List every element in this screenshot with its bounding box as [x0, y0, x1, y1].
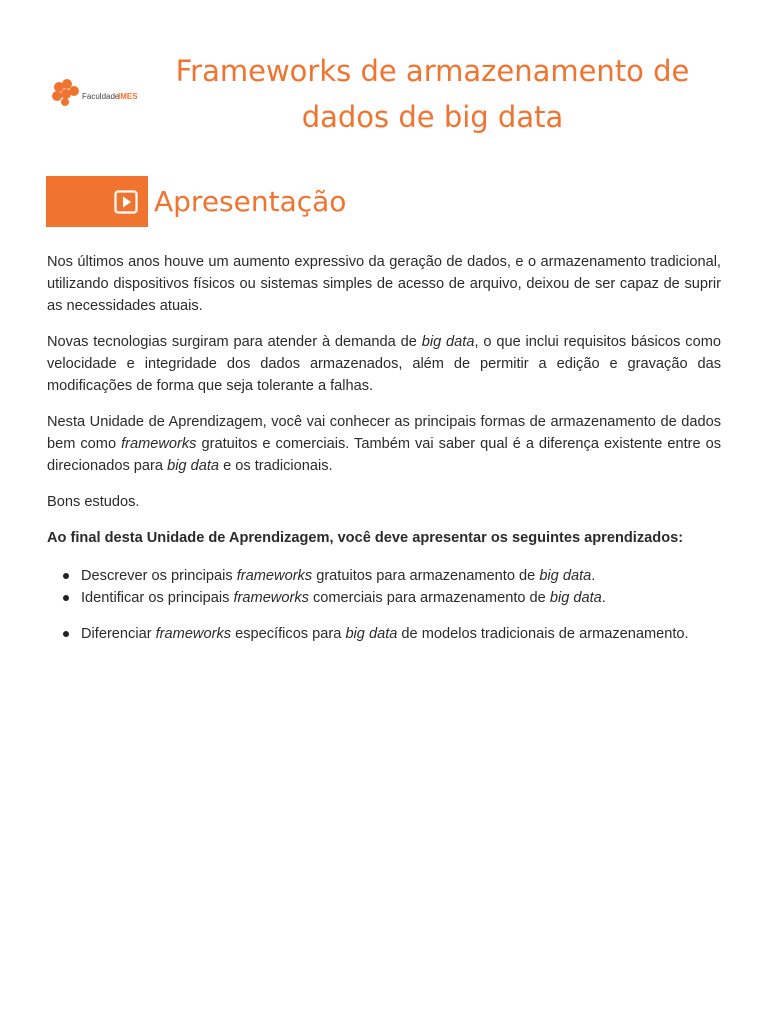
p3-text-a: Nesta Unidade de Aprendizagem, você vai conhecer as principais formas de armazenamento de dados bem como	[47, 414, 721, 452]
goal-emphasis: frameworks	[233, 590, 309, 606]
objectives-heading: Ao final desta Unidade de Aprendizagem, você deve apresentar os seguintes aprendizados:	[47, 530, 684, 546]
goal-emphasis: big data	[539, 568, 592, 584]
goal-text: comerciais para armazenamento de	[308, 590, 550, 606]
goal-text: Diferenciar	[81, 626, 156, 642]
paragraph-3	[47, 411, 721, 477]
faculdade-imes-logo	[50, 78, 145, 106]
goal-text: Identificar os principais	[81, 590, 234, 606]
svg-text:Faculdade: Faculdade	[82, 92, 120, 101]
goal-text: Descrever os principais	[81, 568, 237, 584]
p3-emphasis-2: big data	[167, 458, 220, 474]
goal-emphasis: big data	[549, 590, 602, 606]
p3-text-c: e os tradicionais.	[219, 458, 333, 474]
p2-text-a: Novas tecnologias surgiram para atender à demanda de	[47, 334, 422, 350]
page-header	[0, 0, 768, 150]
presentation-content	[47, 251, 721, 645]
list-item	[47, 623, 721, 645]
paragraph-2	[47, 331, 721, 397]
goal-text: específicos para	[231, 626, 346, 642]
objectives-list	[47, 565, 721, 645]
paragraph-1: Nos últimos anos houve um aumento expressivo da geração de dados, e o armazenamento tradicional, utilizando dispositivos físicos ou sistemas simples de acesso de arquivo, deixou de ser capaz de suprir as necessidades atuais.	[47, 254, 721, 314]
list-item	[47, 565, 721, 587]
goal-emphasis: frameworks	[236, 568, 313, 584]
svg-text:IMES: IMES	[118, 92, 138, 101]
p2-text-b: , o que inclui requisitos básicos como velocidade e integridade dos dados armazenados, além de permitir a edição e gravação das modificações de forma que seja tolerante a falhas.	[47, 334, 721, 394]
paragraph-4: Bons estudos.	[47, 494, 140, 510]
list-item	[47, 587, 721, 609]
title-line-2: dados de big data	[301, 100, 564, 134]
goal-text: gratuitos para armazenamento de	[312, 568, 540, 584]
play-icon	[114, 190, 138, 214]
p3-text-b: gratuitos e comerciais. Também vai saber qual é a diferença existente entre os direcionados para	[47, 436, 722, 474]
title-line-1: Frameworks de armazenamento de	[175, 54, 690, 88]
goal-text: .	[591, 568, 596, 584]
p3-emphasis-1: frameworks	[121, 436, 197, 452]
p2-emphasis: big data	[421, 334, 475, 350]
goal-text: de modelos tradicionais de armazenamento.	[397, 626, 689, 642]
goal-emphasis: big data	[345, 626, 398, 642]
section-title: Apresentação	[154, 185, 347, 218]
section-marker	[46, 176, 148, 227]
goal-emphasis: frameworks	[155, 626, 232, 642]
goal-text: .	[601, 590, 606, 606]
page-title	[140, 48, 725, 140]
